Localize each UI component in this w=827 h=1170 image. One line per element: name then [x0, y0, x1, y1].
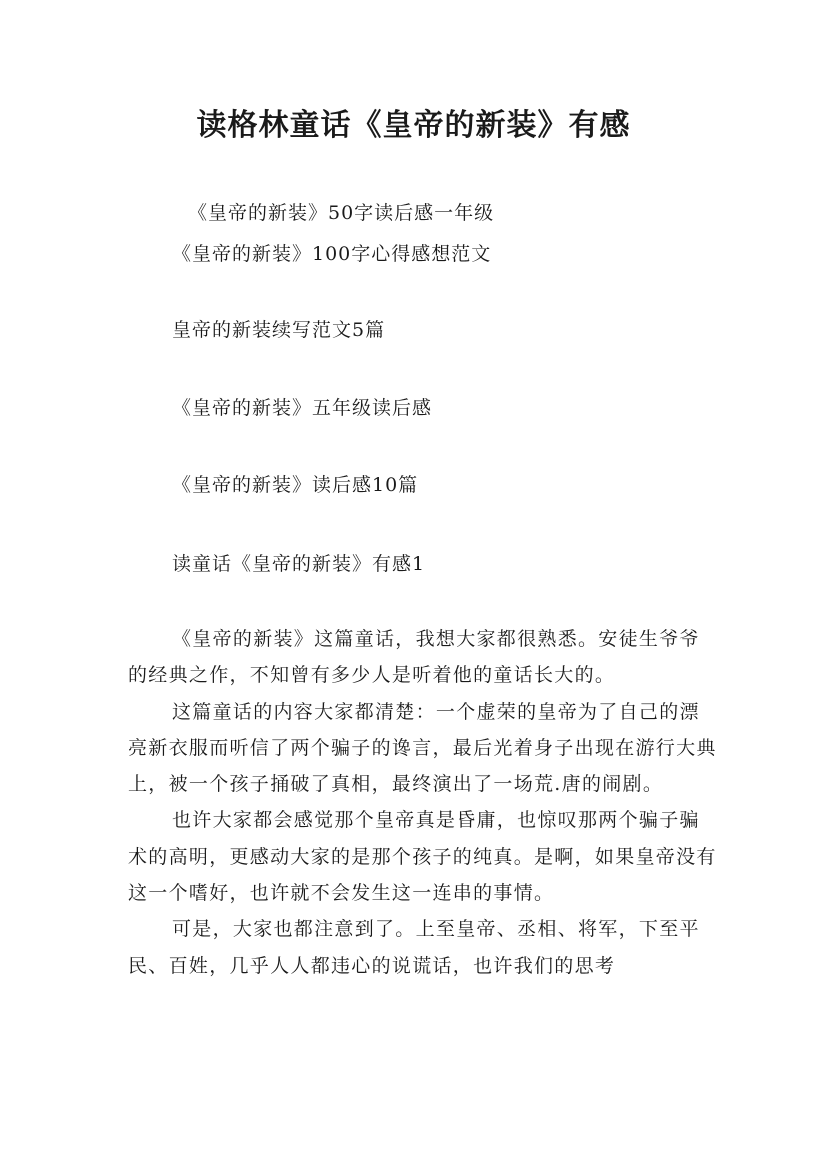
related-link-3[interactable]: 皇帝的新装续写范文5篇 — [172, 319, 386, 341]
related-link-5[interactable]: 《皇帝的新装》读后感10篇 — [172, 474, 419, 496]
article-paragraph: 这篇童话的内容大家都清楚：一个虚荣的皇帝为了自己的漂亮新衣服而听信了两个骗子的谗言，最后光着身子出现在游行大典上，被一个孩子捅破了真相，最终演出了一场荒.唐的闹剧。 — [128, 700, 717, 796]
related-link-2[interactable]: 《皇帝的新装》100字心得感想范文 — [172, 243, 492, 265]
related-link-6[interactable]: 读童话《皇帝的新装》有感1 — [172, 553, 426, 575]
related-link-1[interactable]: 《皇帝的新装》50字读后感一年级 — [188, 202, 495, 224]
document-title: 读格林童话《皇帝的新装》有感 — [196, 108, 631, 143]
article-paragraph: 可是，大家也都注意到了。上至皇帝、丞相、将军，下至平民、百姓，几乎人人都违心的说谎话，也许我们的思考 — [128, 918, 700, 977]
related-link-4[interactable]: 《皇帝的新装》五年级读后感 — [172, 397, 433, 419]
article-body — [128, 621, 718, 984]
article-paragraph: 《皇帝的新装》这篇童话，我想大家都很熟悉。安徒生爷爷的经典之作，不知曾有多少人是听着他的童话长大的。 — [128, 628, 700, 687]
article-paragraph: 也许大家都会感觉那个皇帝真是昏庸，也惊叹那两个骗子骗术的高明，更感动大家的是那个孩子的纯真。是啊，如果皇帝没有这一个嗜好，也许就不会发生这一连串的事情。 — [128, 809, 717, 905]
